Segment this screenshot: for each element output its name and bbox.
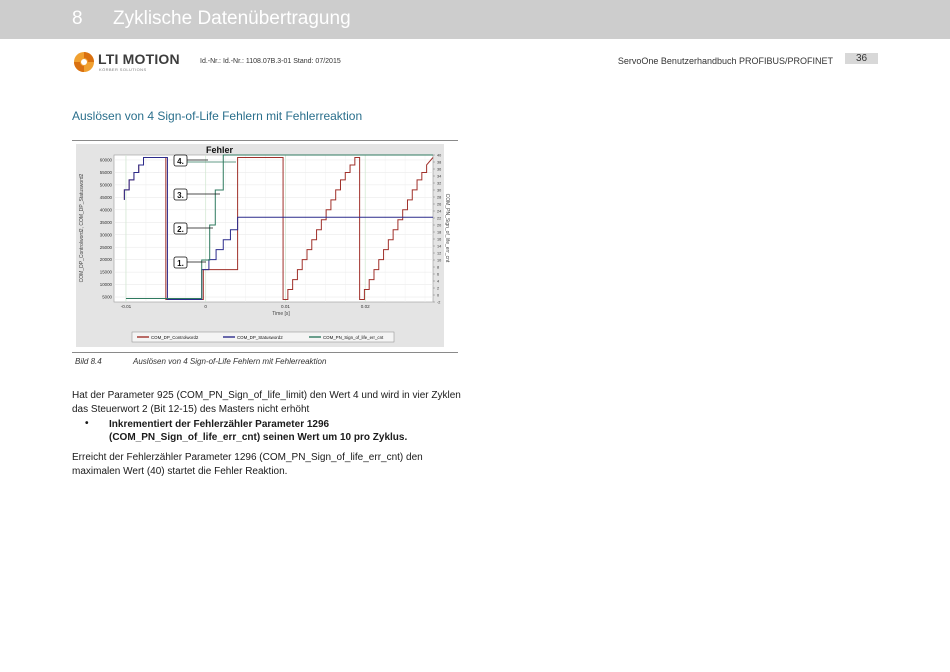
figure-caption: Auslösen von 4 Sign-of-Life Fehlern mit Fehlerreaktion xyxy=(133,357,327,366)
y-right-tick-label: 36 xyxy=(437,167,442,172)
y-right-tick-label: 6 xyxy=(437,272,440,277)
marker-1-label: 1. xyxy=(177,259,184,268)
y-left-tick-label: 10000 xyxy=(99,282,112,288)
y-left-tick-label: 35000 xyxy=(99,219,112,225)
y-left-tick-label: 15000 xyxy=(99,269,112,275)
figure-chart xyxy=(76,144,450,347)
y-left-tick-label: 60000 xyxy=(99,157,112,163)
y-right-tick-label: 28 xyxy=(437,195,442,200)
y-left-tick-label: 25000 xyxy=(99,244,112,250)
chapter-number: 8 xyxy=(72,8,83,29)
y-left-tick-label: 20000 xyxy=(99,257,112,263)
y-right-tick-label: 40 xyxy=(437,153,442,158)
company-logo xyxy=(73,51,203,77)
y-right-tick-label: 34 xyxy=(437,174,442,179)
page-number: 36 xyxy=(845,53,878,64)
y-right-tick-label: 30 xyxy=(437,188,442,193)
chapter-header-bar xyxy=(0,0,950,39)
y-right-tick-label: 8 xyxy=(437,265,440,270)
y-right-tick-label: 22 xyxy=(437,216,442,221)
y-left-tick-label: 50000 xyxy=(99,182,112,188)
legend-series-1: COM_DP_Controlword2 xyxy=(151,335,199,340)
legend-series-2: COM_DP_Statusword2 xyxy=(237,335,283,340)
chapter-title: Zyklische Datenübertragung xyxy=(113,8,351,29)
y-left-tick-label: 5000 xyxy=(102,294,112,300)
document-title: ServoOne Benutzerhandbuch PROFIBUS/PROFINET xyxy=(617,56,833,66)
y-right-tick-label: 26 xyxy=(437,202,442,207)
figure-label: Bild 8.4 xyxy=(75,357,102,366)
y-right-tick-label: 2 xyxy=(437,286,440,291)
marker-3-label: 3. xyxy=(177,191,184,200)
y-left-tick-label: 55000 xyxy=(99,170,112,176)
x-tick-label: 0 xyxy=(204,304,207,309)
annotation-fehler: Fehler xyxy=(206,145,234,155)
logo-subtext: KÖRBER SOLUTIONS xyxy=(99,67,147,72)
x-tick-label: -0.01 xyxy=(120,304,132,309)
y-right-tick-label: 4 xyxy=(437,279,440,284)
bullet-marker: • xyxy=(85,418,89,429)
logo-text: LTI MOTION xyxy=(98,51,180,67)
y-right-tick-label: 32 xyxy=(437,181,442,186)
x-tick-label: 0.01 xyxy=(280,304,290,309)
y-axis-label-right: COM_PN_Sign_of_life_err_cnt xyxy=(444,193,450,263)
bullet-item xyxy=(109,418,407,444)
paragraph-2-line-2: maximalen Wert (40) startet die Fehler Reaktion. xyxy=(72,466,288,477)
chart-legend xyxy=(132,332,394,342)
legend-series-3: COM_PN_Sign_of_life_err_cnt xyxy=(323,335,384,340)
y-right-tick-label: 12 xyxy=(437,251,442,256)
figure-bottom-rule xyxy=(72,352,458,353)
y-left-tick-label: 40000 xyxy=(99,207,112,213)
y-right-tick-label: 18 xyxy=(437,230,442,235)
y-left-tick-label: 30000 xyxy=(99,232,112,238)
marker-2-label: 2. xyxy=(177,225,184,234)
marker-4-label: 4. xyxy=(177,157,184,166)
y-axis-label-left: COM_DP_Controlword2, COM_DP_Statusword2 xyxy=(79,173,85,283)
y-right-tick-label: 14 xyxy=(437,244,442,249)
y-left-tick-label: 45000 xyxy=(99,194,112,200)
bullet-line-1: Inkrementiert der Fehlerzähler Parameter 1296 xyxy=(109,419,330,430)
figure-top-rule xyxy=(72,140,458,141)
y-right-tick-label: 20 xyxy=(437,223,442,228)
y-right-tick-label: -2 xyxy=(437,300,441,305)
y-right-tick-label: 38 xyxy=(437,160,442,165)
x-axis-label: Time [s] xyxy=(272,311,290,317)
document-id: Id.-Nr.: Id.-Nr.: 1108.07B.3-01 Stand: 07/2015 xyxy=(200,58,341,65)
x-tick-label: 0.02 xyxy=(360,304,370,309)
paragraph-1-line-2: das Steuerwort 2 (Bit 12-15) des Masters nicht erhöht xyxy=(72,404,310,415)
y-right-tick-label: 0 xyxy=(437,293,440,298)
section-title: Auslösen von 4 Sign-of-Life Fehlern mit Fehlerreaktion xyxy=(72,109,363,123)
chart-svg xyxy=(76,144,450,347)
bullet-line-2: (COM_PN_Sign_of_life_err_cnt) seinen Wert um 10 pro Zyklus. xyxy=(109,432,408,443)
paragraph-1-line-1: Hat der Parameter 925 (COM_PN_Sign_of_life_limit) den Wert 4 und wird in vier Zyklen xyxy=(72,390,461,401)
y-right-tick-label: 24 xyxy=(437,209,442,214)
paragraph-2-line-1: Erreicht der Fehlerzähler Parameter 1296 (COM_PN_Sign_of_life_err_cnt) den xyxy=(72,452,423,463)
logo-swirl-icon xyxy=(73,51,95,73)
y-right-tick-label: 16 xyxy=(437,237,442,242)
y-right-tick-label: 10 xyxy=(437,258,442,263)
